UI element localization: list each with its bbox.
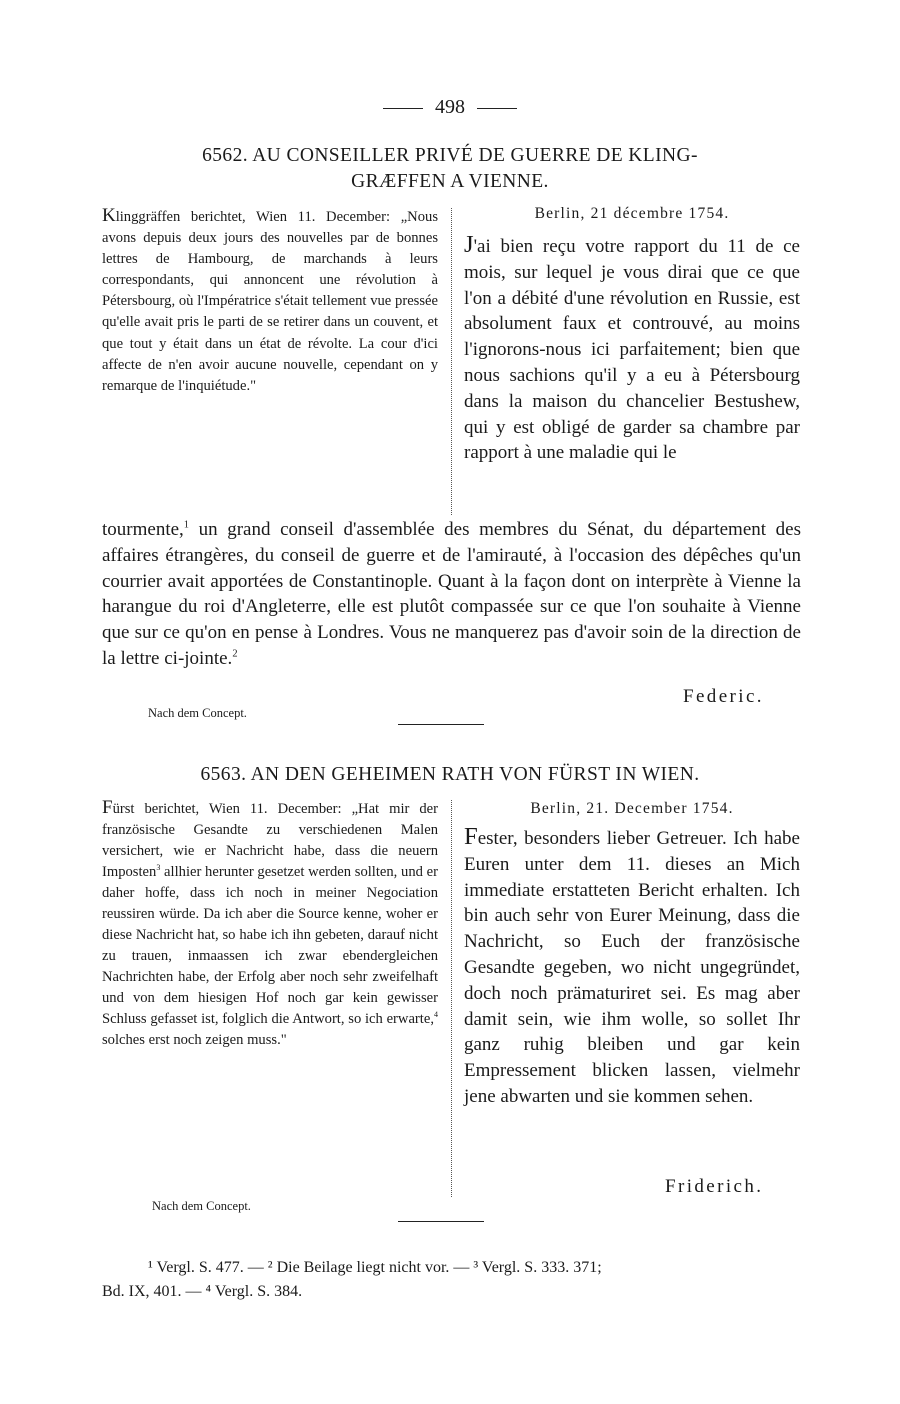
body-full-text-a: tourmente, (102, 519, 184, 540)
letter-6562-heading-line1: 6562. AU CONSEILLER PRIVÉ DE GUERRE DE KLING- (202, 145, 698, 166)
letter-6562-source-note: Nach dem Concept. (148, 706, 247, 720)
footnote-ref-4: 4 (433, 1010, 438, 1020)
body-full-text-b: un grand conseil d'assemblée des membres du Sénat, du département des affaires étrangères, du conseil de guerre et de l'amirauté, à l'occasion des dépêches qu'un courrier avait apportées de Constantinople. Quant à la façon dont on interprète à Vienne la harangue du roi d'Angleterre, elle est plutôt compassée sur ce que l'on souhaite à Vienne que sur ce qu'on en pense à Londres. Vous ne manquerez pas d'avoir soin de la direction de la lettre ci-jointe. (102, 519, 801, 669)
footnote-line-2: Bd. IX, 401. — ⁴ Vergl. S. 384. (102, 1283, 303, 1300)
body-initial: F (464, 823, 478, 850)
separator-rule (398, 724, 484, 725)
column-divider (451, 800, 452, 1197)
page-number-dash-right (477, 108, 517, 109)
footnotes (102, 1256, 802, 1304)
footnote-ref-3: 3 (156, 863, 161, 873)
body-text: ester, besonders lieber Getreuer. Ich habe Euren unter dem 11. dieses an Mich immediate erstatteten Bericht erhalten. Ich bin auch sehr von Eurer Meinung, dass die Nachricht, so Euch der französische Gesandte gegeben, wo nicht ungegründet, doch noch prämaturiret sei. Es mag aber damit sein, wie ihm wolle, so sollet Ihr ganz ruhig bleiben und gar kein Empressement blicken lassen, vielmehr jene abwarten und sie kommen sehen. (464, 828, 800, 1107)
body-initial: J (464, 231, 474, 258)
body-column-text: 'ai bien reçu votre rapport du 11 de ce mois, sur lequel je vous dirai que ce que l'on a débité d'une révolution en Russie, est absolument faux et controuvé, au moins l'ignorons-nous ici parfaitement; bien que nous sachions qu'il y a eu à Pétersbourg dans la maison du chancelier Bestushew, qui y est obligé de garder sa chambre par rapport à une maladie qui le (464, 236, 800, 464)
summary-text-a: ürst berichtet, Wien 11. December: „Hat mir der französische Gesandte zu verschiedenen Malen versichert, wie er Nachricht habe, dass die neuern Imposten (102, 801, 438, 880)
footnote-ref-1: 1 (183, 519, 189, 531)
letter-6562-dateline: Berlin, 21 décembre 1754. (534, 205, 730, 222)
letter-6563-summary (102, 797, 438, 1051)
page-number-dash-left (383, 108, 423, 109)
letter-6563-body (464, 824, 800, 1110)
letter-6563-dateline: Berlin, 21. December 1754. (530, 800, 734, 817)
letter-6562-summary (102, 205, 438, 397)
footnote-ref-2: 2 (232, 648, 238, 660)
footnote-line-1: ¹ Vergl. S. 477. — ² Die Beilage liegt nicht vor. — ³ Vergl. S. 333. 371; (148, 1259, 602, 1276)
letter-6562-signature: Federic. (683, 686, 764, 707)
letter-6562-body-full (102, 517, 801, 672)
summary-text: linggräffen berichtet, Wien 11. December: „Nous avons depuis deux jours des nouvelles par de bonnes lettres de Hambourg, de marchands à leurs correspondants, qui annoncent une révolution à Pétersbourg, où l'Impératrice s'était tellement vue pressée qu'elle avait pris le parti de se retirer dans un couvent, et que tout y était dans un état de révolte. La cour d'ici affecte de n'en avoir aucune nouvelle, cependant on y remarque de l'inquiétude." (102, 209, 438, 394)
footnote-rule (398, 1221, 484, 1222)
page-number (0, 96, 900, 119)
summary-initial: F (102, 797, 113, 818)
letter-6562-body-column (464, 232, 800, 466)
letter-6563-heading: 6563. AN DEN GEHEIMEN RATH VON FÜRST IN WIEN. (200, 764, 700, 785)
letter-6563-source-note: Nach dem Concept. (152, 1199, 251, 1213)
summary-text-c: solches erst noch zeigen muss." (102, 1032, 287, 1048)
letter-6562-heading-line2: GRÆFFEN A VIENNE. (351, 171, 549, 192)
column-divider (451, 208, 452, 515)
summary-initial: K (102, 205, 116, 226)
letter-6563-signature: Friderich. (665, 1176, 764, 1197)
page-number-text: 498 (435, 96, 465, 118)
letter-6562-heading (100, 143, 800, 195)
summary-text-b: allhier herunter gesetzet werden sollten, und er daher hoffe, dass ich noch in meiner Negociation reussiren würde. Da ich aber die Source kenne, woher er diese Nachricht hat, so habe ich ihn gebeten, darauf nicht zu trauen, inmaassen ich zwar ebendergleichen Nachrichten habe, der Erfolg aber noch sehr zweifelhaft und von dem hiesigen Hof noch gar kein gewisser Schluss gefasset ist, folglich die Antwort, so ich erwarte, (102, 864, 438, 1027)
